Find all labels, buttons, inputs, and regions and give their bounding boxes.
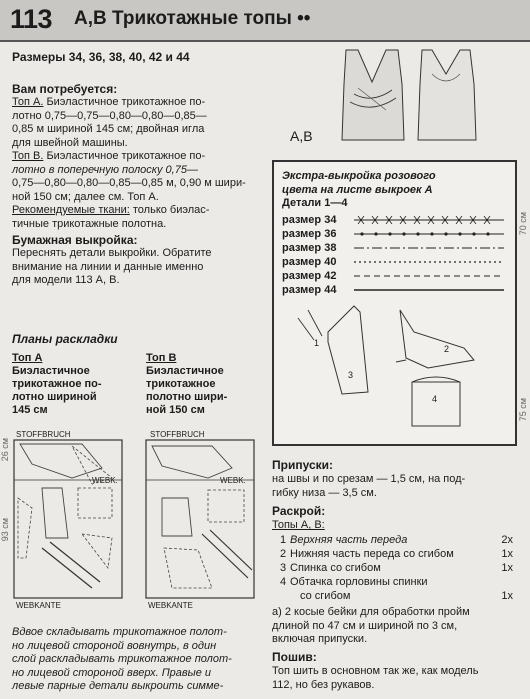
piece-number: 4	[432, 394, 438, 404]
size-line-34	[354, 216, 504, 224]
size-line-40	[354, 258, 504, 266]
stoffbruch-label-a: STOFFBRUCH	[16, 430, 71, 439]
layout-instructions: Вдвое складывать трикотажное полот- но лицевой стороной вовнутрь, в один слой раскладывать трикотажное полот- но лицевой стороной вверх. Правые и левые парные детали выкроить симме-	[12, 626, 232, 692]
size-row: размер 38	[282, 242, 512, 254]
size-row: размер 40	[282, 256, 512, 268]
extra-pattern-panel	[272, 160, 517, 446]
size-line-44	[354, 286, 504, 294]
dim-93-label: 93 см	[0, 518, 10, 542]
paper-pattern-heading: Бумажная выкройка:	[12, 233, 138, 247]
cutting-sub: Топы А, В:	[272, 519, 325, 531]
top-b-label: Топ В.	[12, 150, 44, 162]
cutting-item: 1 Верхняя часть переда 2x	[280, 534, 513, 546]
page-header	[0, 0, 530, 42]
size-line-38	[354, 244, 504, 252]
size-row: размер 34	[282, 214, 512, 226]
materials-heading: Вам потребуется:	[12, 82, 118, 96]
allowances-heading: Припуски:	[272, 458, 334, 472]
layout-diagram	[12, 438, 262, 603]
sewing-heading: Пошив:	[272, 650, 317, 664]
ruler-label-70: 70 см	[518, 212, 528, 236]
recommended-fabrics: Рекомендуемые ткани: только биэлас- тичные трикотажные полотна.	[12, 204, 210, 230]
size-row: размер 36	[282, 228, 512, 240]
ruler-label-75: 75 см	[518, 398, 528, 422]
top-a-text: Топ А. Биэластичное трикотажное по- лотно 0,75—0,75—0,80—0,80—0,85— 0,85 м шириной 145 см; двойная игла для швейной машины.	[12, 96, 207, 149]
cutting-item: 4 Обтачка горловины спинки	[280, 576, 428, 588]
cutting-item: со сгибом 1x	[300, 590, 513, 602]
layout-plans-heading: Планы раскладки	[12, 332, 118, 346]
extra-pattern-heading: Экстра-выкройка розового цвета на листе выкроек А Детали 1—4	[282, 170, 436, 209]
sizes-line: Размеры 34, 36, 38, 40, 42 и 44	[12, 50, 190, 64]
paper-pattern-text: Переснять детали выкройки. Обратите внимание на линии и данные именно для модели 113 А, В.	[12, 247, 212, 286]
pattern-pieces	[288, 302, 508, 442]
cutting-note: а) 2 косые бейки для обработки пройм длиной по 47 см и шириной по 3 см, включая припуски.	[272, 606, 470, 645]
materials-section	[12, 82, 264, 288]
piece-number: 1	[314, 338, 320, 348]
webk-label-a: WEBK.	[92, 476, 118, 485]
dim-26-label: 26 см	[0, 438, 10, 462]
top-b-text: Топ В. Биэластичное трикотажное по- лотно в поперечную полоску 0,75— 0,75—0,80—0,80—0,85—0,85 м, 0,90 м шири- ной 150 см; далее см. Топ А.	[12, 150, 246, 203]
garment-illustration	[328, 44, 528, 152]
cutting-heading: Раскрой:	[272, 504, 326, 518]
webk-label-b: WEBK.	[220, 476, 246, 485]
allowances-text: на швы и по срезам — 1,5 см, на под- гибку низа — 3,5 см.	[272, 473, 466, 499]
layout-top-a-caption: Топ А Биэластичное трикотажное по- лотно шириной 145 см	[12, 352, 102, 416]
size-row: размер 44	[282, 284, 512, 296]
stoffbruch-label-b: STOFFBRUCH	[150, 430, 205, 439]
page-title: А,В Трикотажные топы ••	[74, 8, 311, 29]
model-number: 113	[10, 4, 53, 34]
piece-number: 3	[348, 370, 354, 380]
layout-top-b-caption: Топ В Биэластичное трикотажное полотно шири- ной 150 см	[146, 352, 228, 416]
top-a-label: Топ А.	[12, 96, 44, 108]
webkante-label-a: WEBKANTE	[16, 601, 61, 610]
figure-label: А,В	[290, 128, 313, 144]
size-row: размер 42	[282, 270, 512, 282]
cutting-item: 3 Спинка со сгибом 1x	[280, 562, 513, 574]
cutting-item: 2 Нижняя часть переда со сгибом 1x	[280, 548, 513, 560]
size-line-42	[354, 272, 504, 280]
webkante-label-b: WEBKANTE	[148, 601, 193, 610]
piece-number: 2	[444, 344, 450, 354]
size-line-36	[354, 230, 504, 238]
sewing-text: Топ шить в основном так же, как модель 112, но без рукавов.	[272, 665, 479, 691]
